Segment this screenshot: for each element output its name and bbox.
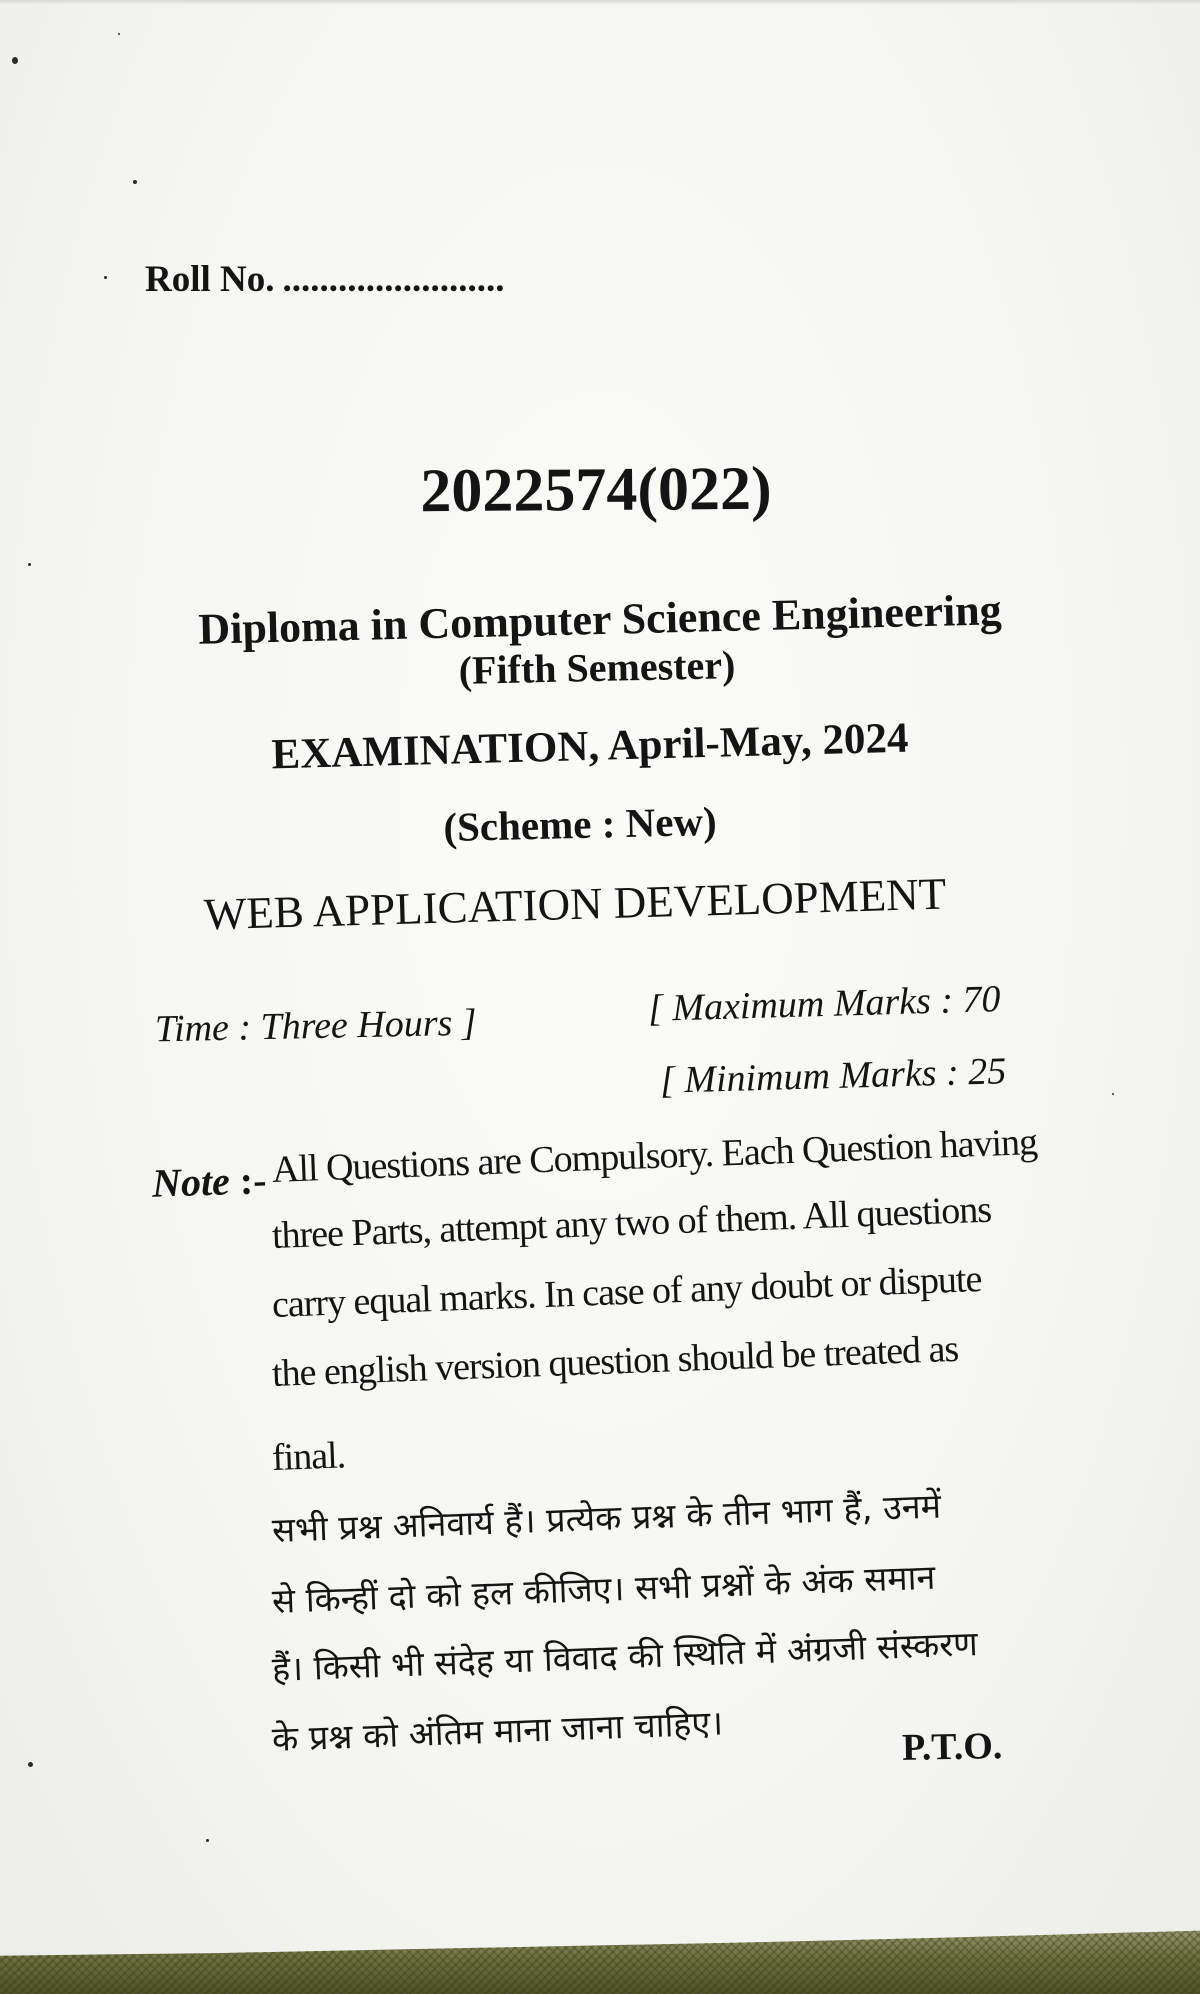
paper-code: 2022574(022) bbox=[420, 454, 772, 526]
note-english-line: three Parts, attempt any two of them. All questions bbox=[271, 1188, 992, 1257]
note-heading bbox=[151, 1156, 267, 1207]
ink-speck bbox=[28, 563, 31, 566]
note-colon: :- bbox=[229, 1157, 268, 1204]
note-hindi-line: से किन्हीं दो को हल कीजिए। सभी प्रश्नों के अंक समान bbox=[271, 1557, 936, 1622]
note-english-line: All Questions are Compulsory. Each Question having bbox=[271, 1120, 1038, 1191]
ink-speck bbox=[133, 180, 137, 184]
examination-session: EXAMINATION, April-May, 2024 bbox=[270, 714, 910, 779]
roll-number-label: Roll No. bbox=[145, 259, 275, 300]
note-hindi-line: हैं। किसी भी संदेह या विवाद की स्थिति में अंग्रजी संस्करण bbox=[271, 1624, 979, 1690]
page-top-edge bbox=[0, 0, 1200, 5]
minimum-marks: [ Minimum Marks : 25 bbox=[659, 1050, 1007, 1102]
note-english-line: final. bbox=[271, 1434, 346, 1479]
semester-label: (Fifth Semester) bbox=[458, 642, 736, 693]
note-hindi-line: के प्रश्न को अंतिम माना जाना चाहिए। bbox=[271, 1703, 724, 1760]
program-title: Diploma in Computer Science Engineering bbox=[197, 585, 1003, 654]
ink-speck bbox=[28, 1762, 33, 1767]
ink-speck bbox=[118, 33, 120, 35]
please-turn-over: P.T.O. bbox=[901, 1725, 1003, 1769]
maximum-marks: [ Maximum Marks : 70 bbox=[647, 978, 1002, 1030]
note-english-line: the english version question should be treated as bbox=[271, 1327, 959, 1395]
ink-speck bbox=[1112, 1093, 1114, 1095]
time-allowed: Time : Three Hours ] bbox=[154, 1001, 478, 1051]
roll-number-blank: ........................ bbox=[282, 259, 505, 300]
note-english-line: carry equal marks. In case of any doubt or dispute bbox=[271, 1258, 983, 1326]
background-fabric-edge bbox=[0, 1928, 1200, 1994]
ink-speck bbox=[206, 1839, 209, 1842]
ink-speck bbox=[104, 276, 107, 279]
scheme-label: (Scheme : New) bbox=[442, 797, 718, 851]
roll-number-field bbox=[145, 258, 505, 301]
note-label-text: Note bbox=[151, 1158, 231, 1206]
subject-title: WEB APPLICATION DEVELOPMENT bbox=[203, 868, 947, 940]
ink-speck bbox=[12, 57, 18, 64]
note-hindi-line: सभी प्रश्न अनिवार्य हैं। प्रत्येक प्रश्न के तीन भाग हैं, उनमें bbox=[271, 1486, 942, 1551]
